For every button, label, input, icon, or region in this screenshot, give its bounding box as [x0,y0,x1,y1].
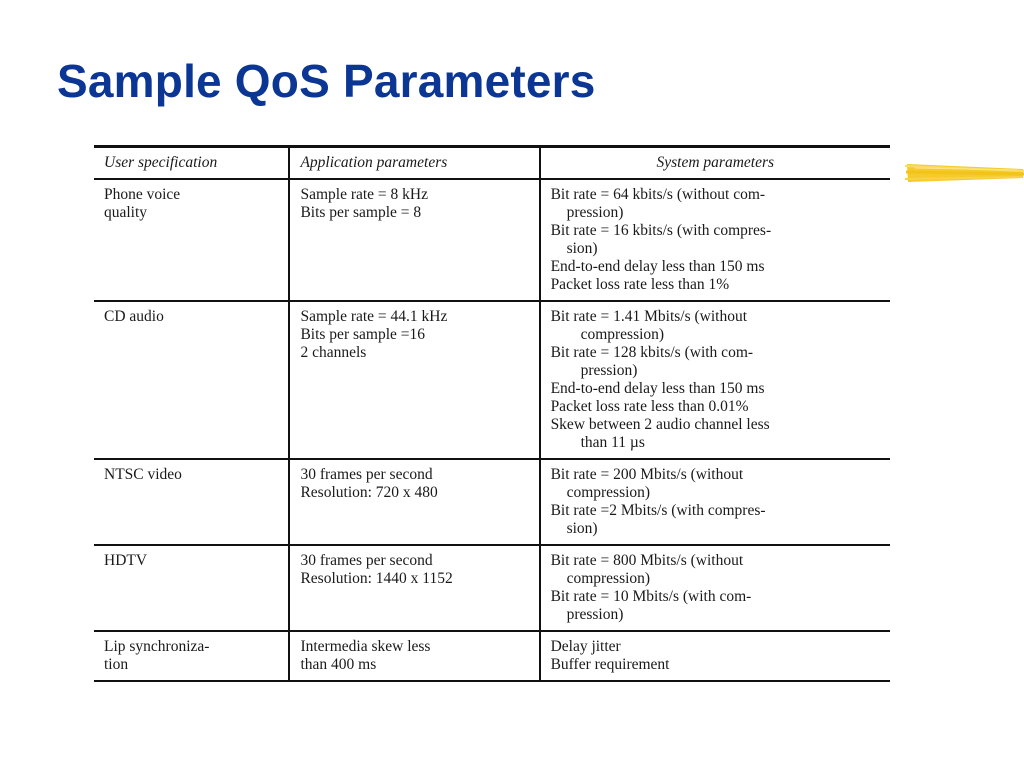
cell-user-spec [94,631,289,681]
cell-line: Intermedia skew less [300,638,431,655]
cell-line: pression) [566,204,624,221]
cell-line: Buffer requirement [550,656,670,673]
cell-line: Bit rate = 64 kbits/s (without com- [550,186,766,203]
cell-line: Resolution: 1440 x 1152 [300,570,453,587]
cell-line: than 11 µs [580,434,645,451]
cell-line: Bit rate = 200 Mbits/s (without [550,466,744,483]
cell-line: Delay jitter [550,638,621,655]
cell-line: quality [104,204,148,221]
cell-line: Phone voice [104,186,181,203]
cell-sys-params [540,631,890,681]
table-row [94,545,890,631]
cell-sys-params [540,459,890,545]
cell-line: NTSC video [104,466,182,483]
cell-line: compression) [566,570,651,587]
table-row [94,631,890,681]
cell-line: Bit rate = 16 kbits/s (with compres- [550,222,772,239]
cell-app-params [289,179,539,301]
cell-line: Skew between 2 audio channel less [550,416,770,433]
cell-line: 30 frames per second [300,552,433,569]
cell-line: tion [104,656,129,673]
qos-parameters-table [94,145,890,682]
cell-line: compression) [566,484,651,501]
cell-line: pression) [566,606,624,623]
cell-line: End-to-end delay less than 150 ms [550,380,765,397]
cell-line: 2 channels [300,344,367,361]
header-system-parameters: System parameters [540,147,890,180]
table-row [94,179,890,301]
cell-user-spec [94,459,289,545]
slide-title: Sample QoS Parameters [57,55,596,107]
cell-line: Bits per sample = 8 [300,204,422,221]
cell-line: Packet loss rate less than 0.01% [550,398,749,415]
cell-line: Bits per sample =16 [300,326,425,343]
cell-line: pression) [580,362,638,379]
cell-line: Bit rate = 1.41 Mbits/s (without [550,308,748,325]
cell-line: sion) [566,520,598,537]
cell-line: Sample rate = 8 kHz [300,186,428,203]
cell-app-params [289,631,539,681]
cell-line: Bit rate =2 Mbits/s (with compres- [550,502,766,519]
table-row [94,459,890,545]
cell-line: Bit rate = 10 Mbits/s (with com- [550,588,752,605]
cell-user-spec [94,545,289,631]
highlighter-stroke-decoration [905,160,1024,184]
cell-app-params [289,459,539,545]
cell-line: HDTV [104,552,148,569]
cell-line: End-to-end delay less than 150 ms [550,258,765,275]
cell-line: sion) [566,240,598,257]
cell-app-params [289,545,539,631]
cell-line: Packet loss rate less than 1% [550,276,730,293]
header-application-parameters: Application parameters [289,147,539,180]
cell-sys-params [540,545,890,631]
cell-app-params [289,301,539,459]
cell-line: Lip synchroniza- [104,638,210,655]
cell-line: Bit rate = 128 kbits/s (with com- [550,344,754,361]
cell-user-spec [94,301,289,459]
cell-line: 30 frames per second [300,466,433,483]
table-row [94,301,890,459]
table-header-row [94,147,890,180]
cell-sys-params [540,301,890,459]
cell-line: Sample rate = 44.1 kHz [300,308,448,325]
cell-user-spec [94,179,289,301]
header-user-specification: User specification [94,147,289,180]
cell-line: Resolution: 720 x 480 [300,484,438,501]
cell-line: compression) [580,326,665,343]
cell-line: than 400 ms [300,656,377,673]
cell-sys-params [540,179,890,301]
cell-line: CD audio [104,308,164,325]
cell-line: Bit rate = 800 Mbits/s (without [550,552,744,569]
